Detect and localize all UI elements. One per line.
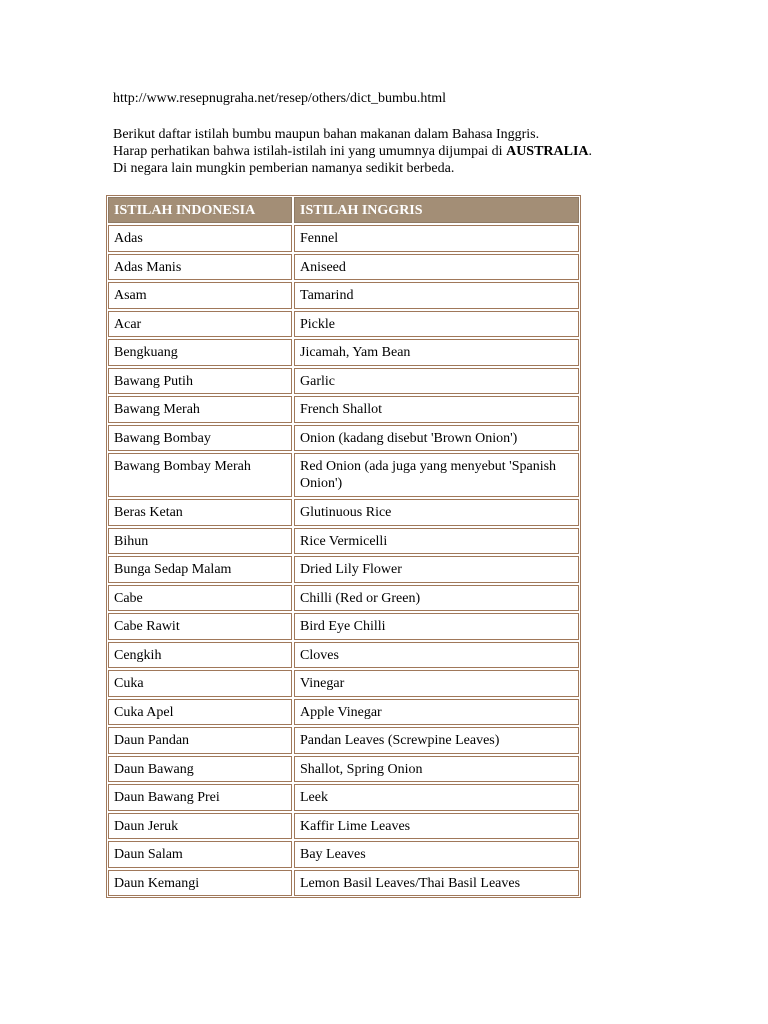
english-term-text: Bay Leaves [294, 841, 579, 868]
table-header-row [107, 196, 580, 224]
cell-indonesian-term [107, 669, 293, 698]
cell-english-term [293, 253, 580, 282]
cell-english-term [293, 840, 580, 869]
cell-english-term [293, 310, 580, 339]
cell-english-term [293, 755, 580, 784]
cell-english-term [293, 641, 580, 670]
table-row [107, 281, 580, 310]
english-term-text: Cloves [294, 642, 579, 669]
cell-indonesian-term [107, 424, 293, 453]
english-term-text: Tamarind [294, 282, 579, 309]
table-row [107, 224, 580, 253]
indonesian-term-text: Cabe Rawit [108, 613, 292, 640]
cell-indonesian-term [107, 840, 293, 869]
intro-line-2 [113, 143, 592, 160]
cell-english-term [293, 584, 580, 613]
english-term-text: Glutinuous Rice [294, 499, 579, 526]
indonesian-term-text: Cuka [108, 670, 292, 697]
header-english-term [293, 196, 580, 224]
indonesian-term-text: Cengkih [108, 642, 292, 669]
cell-indonesian-term [107, 641, 293, 670]
table-body [107, 224, 580, 897]
table-row [107, 310, 580, 339]
english-term-text: French Shallot [294, 396, 579, 423]
english-term-text: Chilli (Red or Green) [294, 585, 579, 612]
indonesian-term-text: Bawang Putih [108, 368, 292, 395]
cell-indonesian-term [107, 783, 293, 812]
table-row [107, 726, 580, 755]
cell-indonesian-term [107, 395, 293, 424]
english-term-text: Pandan Leaves (Screwpine Leaves) [294, 727, 579, 754]
indonesian-term-text: Daun Bawang Prei [108, 784, 292, 811]
table-row [107, 698, 580, 727]
english-term-text: Bird Eye Chilli [294, 613, 579, 640]
intro-country-bold: AUSTRALIA [506, 144, 589, 159]
table-row [107, 840, 580, 869]
english-term-text: Lemon Basil Leaves/Thai Basil Leaves [294, 870, 579, 897]
table-row [107, 338, 580, 367]
table-row [107, 669, 580, 698]
cell-english-term [293, 698, 580, 727]
cell-indonesian-term [107, 338, 293, 367]
cell-english-term [293, 498, 580, 527]
english-term-text: Aniseed [294, 254, 579, 281]
indonesian-term-text: Daun Jeruk [108, 813, 292, 840]
table-row [107, 812, 580, 841]
intro-line-2-suffix: . [588, 144, 593, 159]
english-term-text: Rice Vermicelli [294, 528, 579, 555]
english-term-text: Shallot, Spring Onion [294, 756, 579, 783]
indonesian-term-text: Bihun [108, 528, 292, 555]
cell-english-term [293, 812, 580, 841]
indonesian-term-text: Daun Bawang [108, 756, 292, 783]
english-term-text: Leek [294, 784, 579, 811]
table-row [107, 869, 580, 898]
intro-line-2-prefix: Harap perhatikan bahwa istilah-istilah ini yang umumnya dijumpai di [113, 144, 507, 159]
indonesian-term-text: Daun Kemangi [108, 870, 292, 897]
indonesian-term-text: Bawang Bombay [108, 425, 292, 452]
cell-english-term [293, 338, 580, 367]
indonesian-term-text: Bawang Bombay Merah [108, 453, 292, 497]
intro-paragraph [113, 126, 592, 177]
cell-indonesian-term [107, 367, 293, 396]
cell-english-term [293, 783, 580, 812]
table-row [107, 424, 580, 453]
table-row [107, 498, 580, 527]
cell-english-term [293, 367, 580, 396]
cell-indonesian-term [107, 498, 293, 527]
cell-english-term [293, 612, 580, 641]
intro-line-3: Di negara lain mungkin pemberian namanya sedikit berbeda. [113, 161, 455, 176]
cell-indonesian-term [107, 224, 293, 253]
cell-english-term [293, 424, 580, 453]
source-url-text: http://www.resepnugraha.net/resep/others/dict_bumbu.html [113, 91, 447, 106]
english-term-text: Jicamah, Yam Bean [294, 339, 579, 366]
cell-english-term [293, 527, 580, 556]
table-row [107, 395, 580, 424]
cell-english-term [293, 726, 580, 755]
cell-indonesian-term [107, 527, 293, 556]
indonesian-term-text: Bunga Sedap Malam [108, 556, 292, 583]
table-row [107, 584, 580, 613]
english-term-text: Vinegar [294, 670, 579, 697]
indonesian-term-text: Adas Manis [108, 254, 292, 281]
indonesian-term-text: Cabe [108, 585, 292, 612]
table-row [107, 612, 580, 641]
table-row [107, 555, 580, 584]
header-indonesian-term [107, 196, 293, 224]
cell-indonesian-term [107, 310, 293, 339]
cell-indonesian-term [107, 253, 293, 282]
cell-indonesian-term [107, 584, 293, 613]
cell-indonesian-term [107, 869, 293, 898]
indonesian-term-text: Acar [108, 311, 292, 338]
glossary-table [106, 195, 581, 898]
cell-indonesian-term [107, 452, 293, 498]
table-row [107, 367, 580, 396]
cell-english-term [293, 869, 580, 898]
indonesian-term-text: Asam [108, 282, 292, 309]
indonesian-term-text: Beras Ketan [108, 499, 292, 526]
english-term-text: Kaffir Lime Leaves [294, 813, 579, 840]
cell-english-term [293, 452, 580, 498]
intro-line-1: Berikut daftar istilah bumbu maupun bahan makanan dalam Bahasa Inggris. [113, 127, 540, 142]
table-row [107, 527, 580, 556]
indonesian-term-text: Daun Salam [108, 841, 292, 868]
english-term-text: Apple Vinegar [294, 699, 579, 726]
cell-english-term [293, 224, 580, 253]
table-row [107, 783, 580, 812]
english-term-text: Onion (kadang disebut 'Brown Onion') [294, 425, 579, 452]
cell-indonesian-term [107, 726, 293, 755]
header-indonesian-label: ISTILAH INDONESIA [108, 197, 292, 223]
english-term-text: Garlic [294, 368, 579, 395]
cell-indonesian-term [107, 281, 293, 310]
cell-english-term [293, 281, 580, 310]
header-english-label: ISTILAH INGGRIS [294, 197, 579, 223]
indonesian-term-text: Daun Pandan [108, 727, 292, 754]
cell-indonesian-term [107, 555, 293, 584]
table-row [107, 755, 580, 784]
indonesian-term-text: Adas [108, 225, 292, 252]
cell-english-term [293, 395, 580, 424]
glossary-table-container [106, 195, 579, 898]
table-row [107, 641, 580, 670]
cell-english-term [293, 555, 580, 584]
indonesian-term-text: Cuka Apel [108, 699, 292, 726]
cell-english-term [293, 669, 580, 698]
table-row [107, 452, 580, 498]
cell-indonesian-term [107, 812, 293, 841]
indonesian-term-text: Bengkuang [108, 339, 292, 366]
cell-indonesian-term [107, 698, 293, 727]
indonesian-term-text: Bawang Merah [108, 396, 292, 423]
english-term-text: Dried Lily Flower [294, 556, 579, 583]
cell-indonesian-term [107, 612, 293, 641]
english-term-text: Red Onion (ada juga yang menyebut 'Spanish Onion') [294, 453, 579, 497]
cell-indonesian-term [107, 755, 293, 784]
table-row [107, 253, 580, 282]
english-term-text: Pickle [294, 311, 579, 338]
english-term-text: Fennel [294, 225, 579, 252]
